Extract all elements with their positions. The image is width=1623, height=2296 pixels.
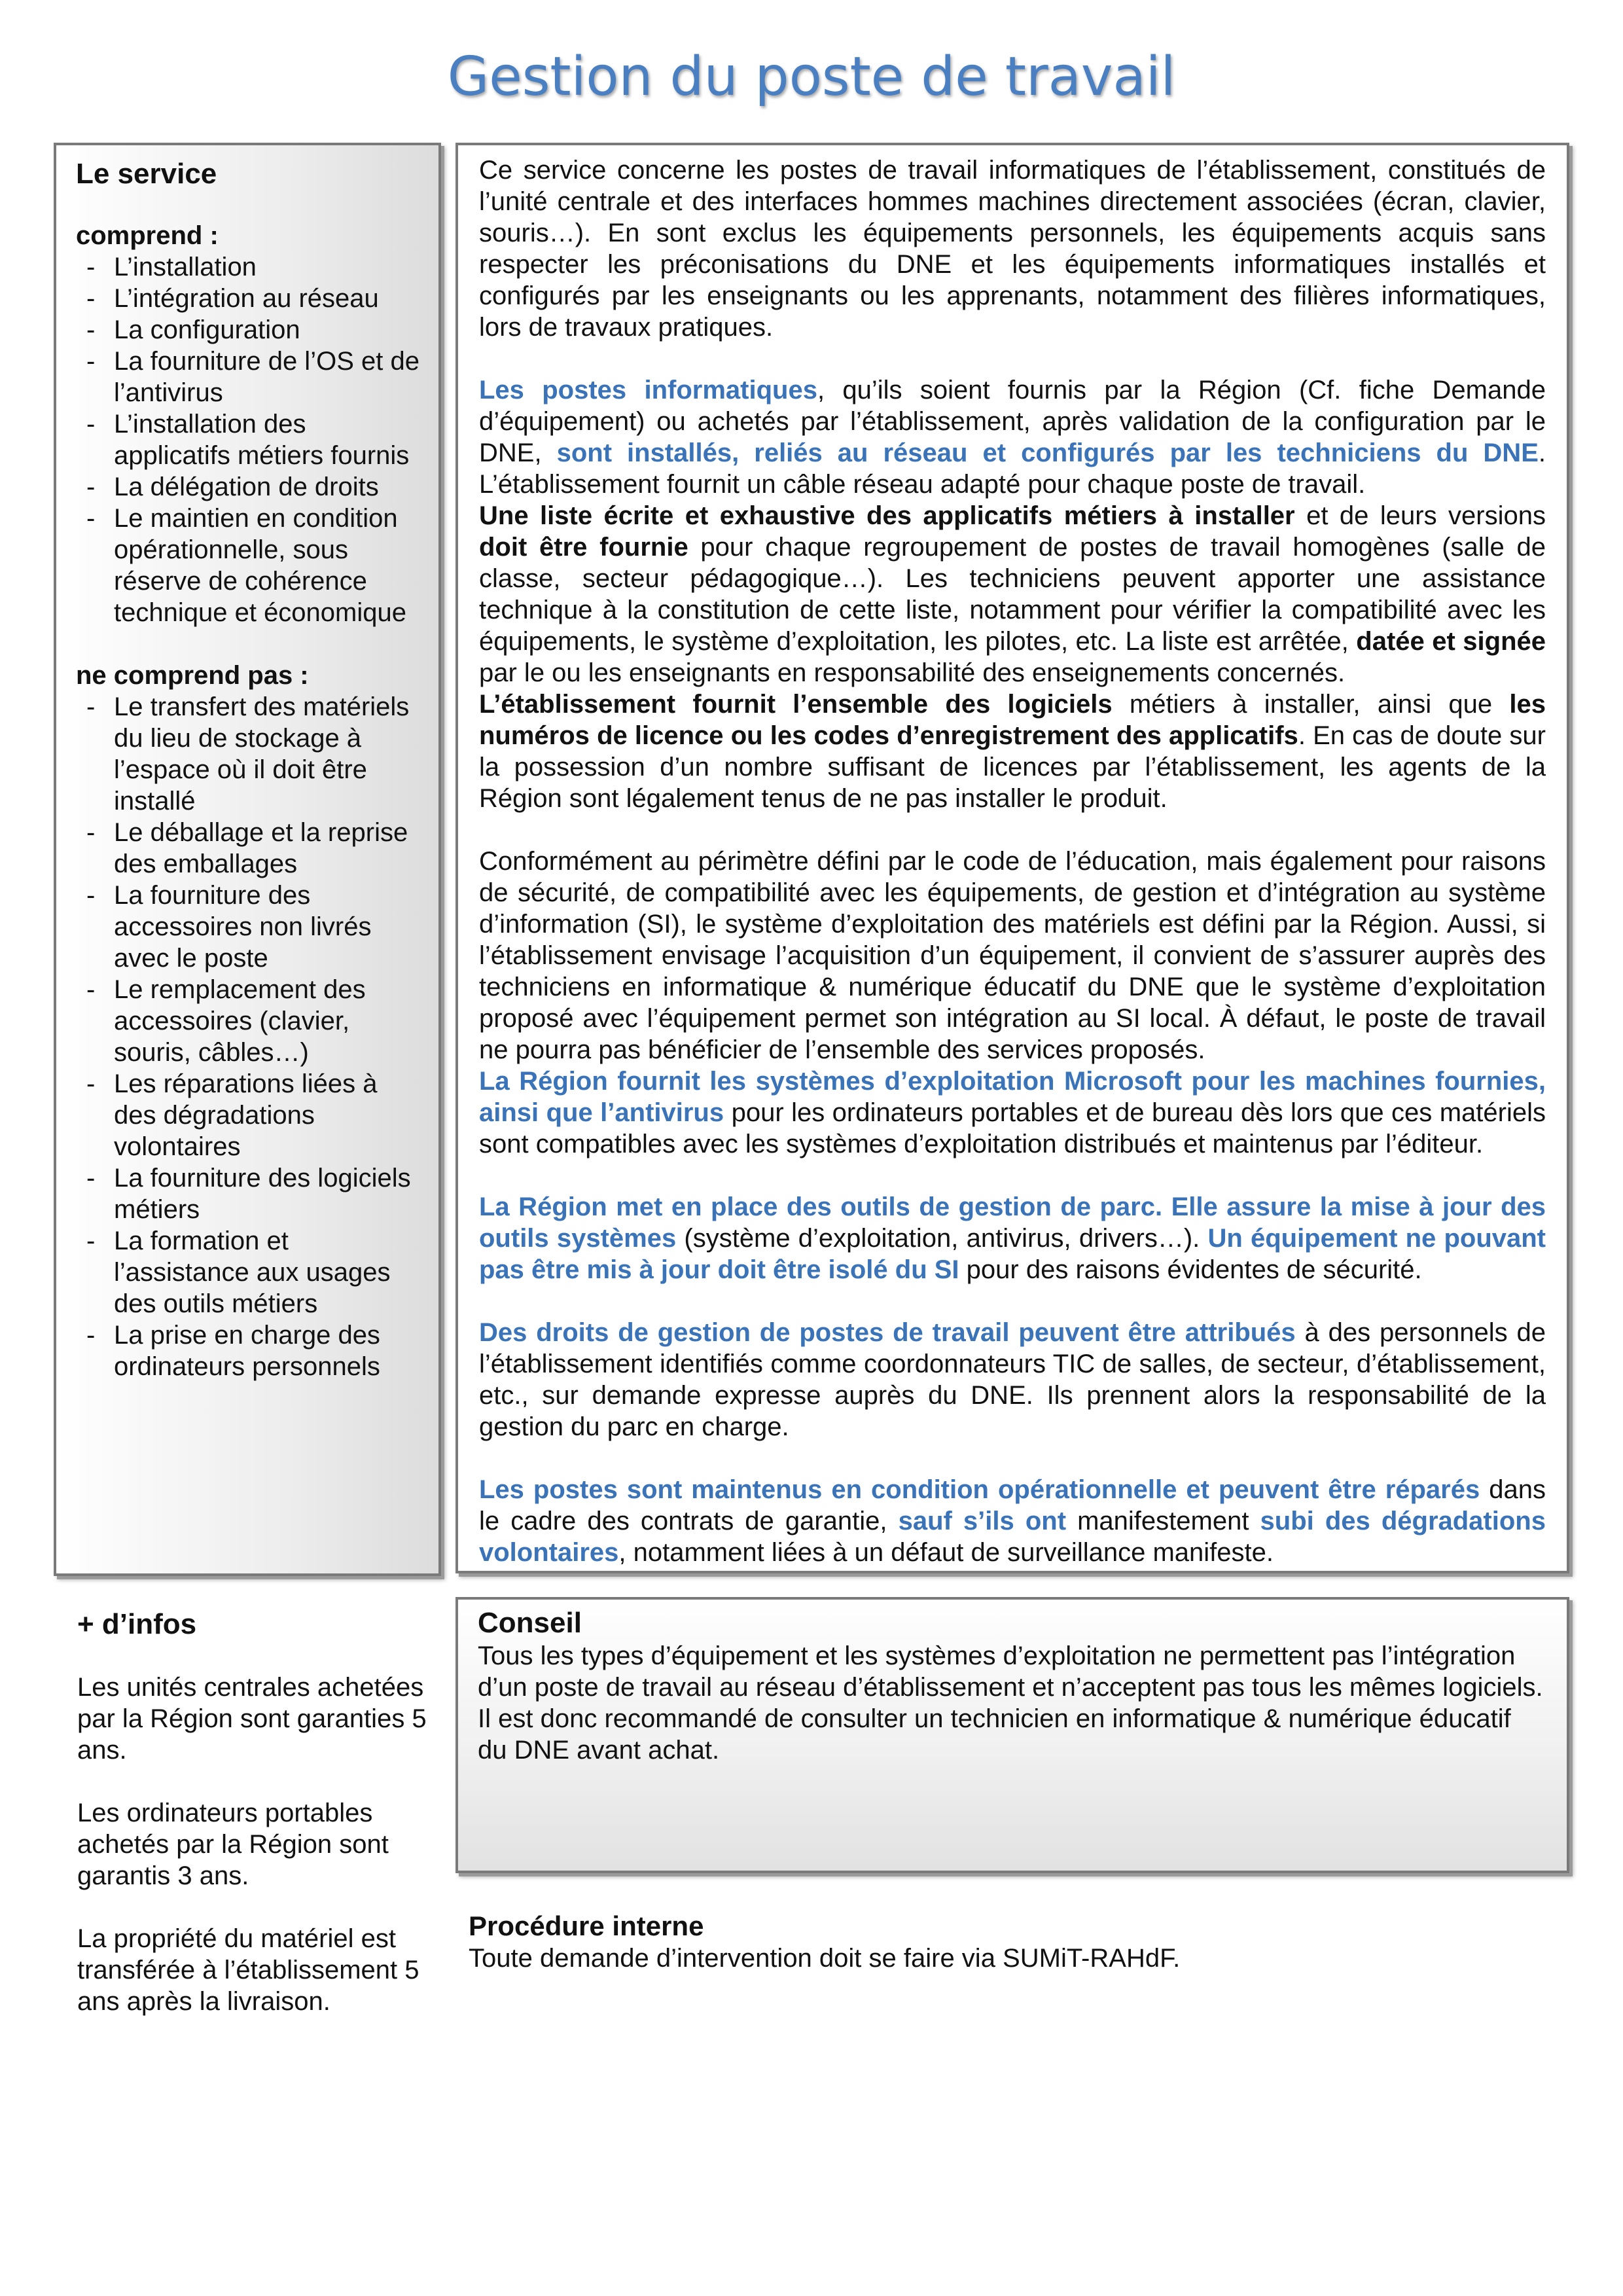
list-item: - L’intégration au réseau: [86, 284, 379, 313]
list-item: - La fourniture de l’OS et de l’antivirus: [86, 347, 419, 407]
service-heading: Le service: [76, 158, 217, 190]
list-item: - L’installation des applicatifs métiers fournis: [86, 410, 410, 470]
list-item: - La fourniture des logiciels métiers: [86, 1164, 411, 1224]
conseil-text: Tous les types d’équipement et les systèmes d’exploitation ne permettent pas l’intégration d’un poste de travail au réseau d’établissement et n’acceptent pas tous les mêmes logiciels. Il est donc recommandé de consulter un technicien en informatique & numérique éducatif du DNE avant achat.: [478, 1641, 1543, 1765]
paragraph-scope: Ce service concerne les postes de travail informatiques de l’établissement, constitués de l’unité centrale et des interfaces hommes machines directement associées (écran, clavier, souris…). En sont exclus les équipements personnels, les équipements acquis sans respecter les préconisations du DNE et les équipements informatiques installés et configurés par les enseignants ou les apprenants, notamment des filières informatiques, lors de travaux pratiques.: [479, 156, 1546, 342]
info-item: La propriété du matériel est transférée à l’établissement 5 ans après la livraison.: [77, 1924, 419, 2016]
ne-comprend-label: ne comprend pas :: [76, 661, 309, 690]
conseil-heading: Conseil: [478, 1607, 582, 1639]
list-item: - Le déballage et la reprise des emballages: [86, 818, 408, 878]
service-panel: [54, 143, 441, 1576]
list-item: - Le maintien en condition opérationnelle, sous réserve de cohérence technique et économique: [86, 504, 406, 627]
procedure-heading: Procédure interne: [469, 1910, 704, 1941]
list-item: - Le transfert des matériels du lieu de stockage à l’espace où il doit être installé: [86, 692, 410, 816]
comprend-label: comprend :: [76, 221, 219, 250]
conseil-panel: [455, 1597, 1569, 1873]
list-item: - Le remplacement des accessoires (clavier, souris, câbles…): [86, 975, 366, 1067]
list-item: - La prise en charge des ordinateurs personnels: [86, 1321, 380, 1381]
comprend-list: [76, 251, 425, 628]
info-item: Les ordinateurs portables achetés par la Région sont garantis 3 ans.: [77, 1799, 389, 1890]
paragraph-logiciels: L’établissement fournit l’ensemble des logiciels métiers à installer, ainsi que les numéros de licence ou les codes d’enregistrement des applicatifs. En cas de doute sur la possession d’un nombre suffisant de licences par l’établissement, les agents de la Région sont légalement tenus de ne pas installer le produit.: [479, 690, 1546, 813]
list-item: - La configuration: [86, 315, 300, 344]
paragraph-maintenance: Les postes sont maintenus en condition opérationnelle et peuvent être réparés dans le cadre des contrats de garantie, sauf s’ils ont manifestement subi des dégradations volontaires, notamment liées à un défaut de surveillance manifeste.: [479, 1475, 1546, 1567]
list-item: - La délégation de droits: [86, 473, 379, 501]
procedure-section: [469, 1910, 1555, 1974]
list-item: - Les réparations liées à des dégradations volontaires: [86, 1069, 378, 1161]
description-panel: [455, 143, 1569, 1573]
paragraph-gestion-parc: La Région met en place des outils de gestion de parc. Elle assure la mise à jour des outils systèmes (système d’exploitation, antivirus, drivers…). Un équipement ne pouvant pas être mis à jour doit être isolé du SI pour des raisons évidentes de sécurité.: [479, 1193, 1546, 1284]
list-item: - La formation et l’assistance aux usages des outils métiers: [86, 1227, 391, 1318]
paragraph-os: Conformément au périmètre défini par le code de l’éducation, mais également pour raisons de sécurité, de compatibilité avec les équipements, de gestion et d’intégration au système d’information (SI), le système d’exploitation des matériels est défini par la Région. Aussi, si l’établissement envisage l’acquisition d’un équipement, il convient de s’assurer auprès des techniciens en informatique & numérique éducatif du DNE que le système d’exploitation proposé avec l’équipement permet son intégration au SI local. À défaut, le poste de travail ne pourra pas bénéficier de l’ensemble des services proposés.: [479, 847, 1546, 1064]
paragraph-droits: Des droits de gestion de postes de travail peuvent être attribués à des personnels de l’établissement identifiés comme coordonnateurs TIC de salles, de secteur, d’établissement, etc., sur demande expresse auprès du DNE. Ils prennent alors la responsabilité de la gestion du parc en charge.: [479, 1318, 1546, 1441]
info-item: Les unités centrales achetées par la Région sont garanties 5 ans.: [77, 1673, 427, 1765]
list-item: - La fourniture des accessoires non livrés avec le poste: [86, 881, 372, 973]
procedure-text: Toute demande d’intervention doit se faire via SUMiT-RAHdF.: [469, 1944, 1181, 1973]
paragraph-installation: Les postes informatiques, qu’ils soient fournis par la Région (Cf. fiche Demande d’équipement) ou achetés par l’établissement, après validation de la configuration par le DNE, sont installés, reliés au réseau et configurés par les techniciens du DNE. L’établissement fournit un câble réseau adapté pour chaque poste de travail.: [479, 376, 1546, 499]
list-item: - L’installation: [86, 253, 257, 281]
paragraph-microsoft: La Région fournit les systèmes d’exploitation Microsoft pour les machines fournies, ainsi que l’antivirus pour les ordinateurs portables et de bureau dès lors que ces matériels sont compatibles avec les systèmes d’exploitation distribués et maintenus par l’éditeur.: [479, 1067, 1546, 1158]
infos-section: [77, 1609, 444, 2049]
paragraph-applicatifs: Une liste écrite et exhaustive des applicatifs métiers à installer et de leurs versions doit être fournie pour chaque regroupement de postes de travail homogènes (salle de classe, secteur pédagogique…). Les techniciens peuvent apporter une assistance technique à la constitution de cette liste, notamment pour vérifier la compatibilité avec les équipements, le système d’exploitation, les pilotes, etc. La liste est arrêtée, datée et signée par le ou les enseignants en responsabilité des enseignements concernés.: [479, 501, 1546, 687]
page-title: Gestion du poste de travail: [447, 46, 1176, 108]
ne-comprend-list: [76, 691, 425, 1382]
infos-heading: + d’infos: [77, 1608, 197, 1640]
